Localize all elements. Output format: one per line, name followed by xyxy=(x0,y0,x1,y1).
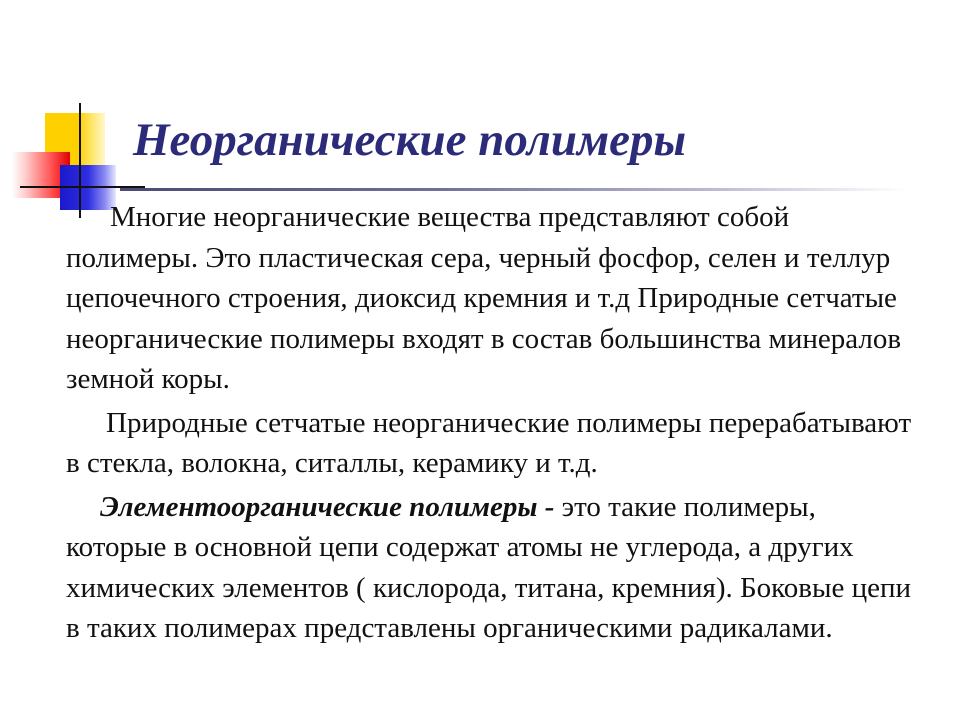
slide-title: Неорганические полимеры xyxy=(133,114,687,166)
paragraph-3 xyxy=(66,487,916,649)
paragraph-3-text: это такие полимеры, которые в основной цепи содержат атомы не углерода, а других химических элементов ( кислорода, титана, кремния). Боковые цепи в таких полимерах представлены органическими радикалами. xyxy=(66,490,912,644)
paragraph-2: Природные сетчатые неорганические полимеры перерабатывают в стекла, волокна, ситаллы, керамику и т.д. xyxy=(66,406,912,479)
title-underline xyxy=(120,188,905,191)
slide-body xyxy=(66,197,916,652)
term-elementorganic-polymers: Элементоорганические полимеры - xyxy=(100,490,555,523)
paragraph-1: Многие неорганические вещества представляют собой полимеры. Это пластическая сера, черный фосфор, селен и теллур цепочечного строения, диоксид кремния и т.д Природные сетчатые неорганические полимеры входят в состав большинства минералов земной коры. xyxy=(66,201,902,395)
